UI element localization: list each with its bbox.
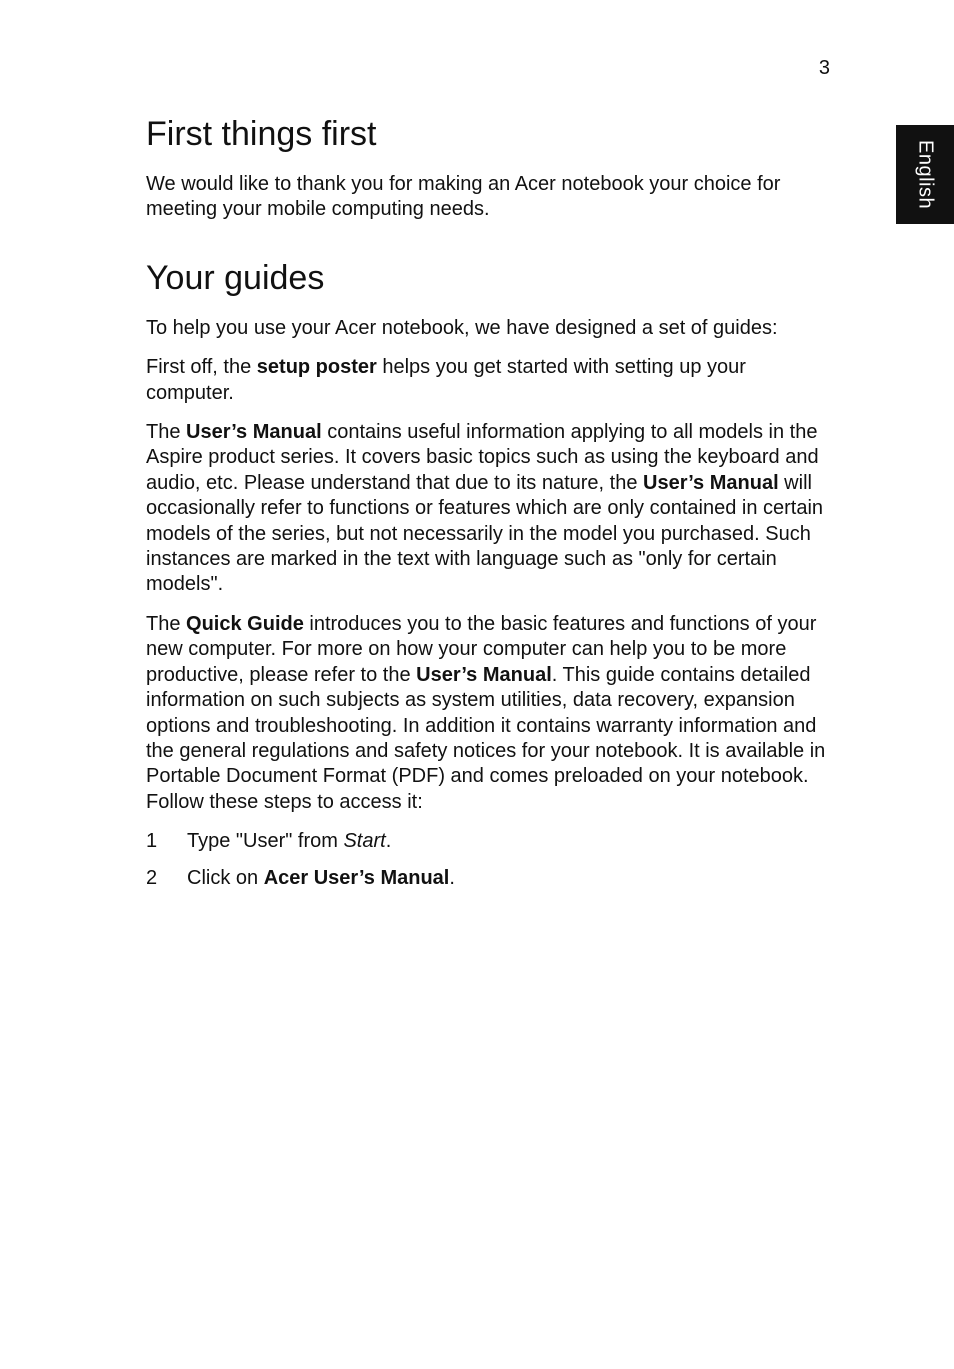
language-tab-label: English (914, 139, 937, 210)
thank-you-paragraph: We would like to thank you for making an Acer notebook your choice for meeting your mobile computing needs. (146, 173, 781, 221)
language-tab (896, 125, 954, 224)
users-manual-paragraph (146, 420, 836, 598)
text-run: will occasionally refer to functions or features which are only contained in certain models of the series, but not necessarily in the model you purchased. Such instances are marked in the text with language such as "only for certain models". (146, 471, 824, 596)
text-run: The (146, 421, 187, 444)
quick-guide-paragraph (146, 612, 836, 815)
section-title-first-things-first: First things first (146, 115, 377, 153)
setup-poster-paragraph (146, 355, 836, 406)
step-text (187, 866, 455, 891)
step-text (187, 829, 391, 854)
setup-poster-term: setup poster (256, 356, 377, 379)
start-term: Start (343, 830, 386, 853)
text-run: Type "User" from (187, 830, 344, 853)
text-run: . (449, 866, 455, 889)
step-number: 1 (146, 830, 158, 853)
text-run: . This guide contains detailed information on such subjects as system utilities, data recovery, expansion options and troubleshooting. In addition it contains warranty information and the general regulations and safety notices for your notebook. It is available in Portable Document Format (PDF) and comes preloaded on your notebook. Follow these steps to access it: (146, 663, 826, 813)
text-run: Click on (187, 866, 264, 889)
users-manual-term: User’s Manual (186, 421, 322, 444)
text-run: The (146, 612, 187, 635)
list-item (146, 829, 836, 854)
section-title-your-guides: Your guides (146, 258, 325, 297)
list-item (146, 866, 836, 891)
text-run: introduces you to the basic features and functions of your new computer. For more on how your computer can help you to be more productive, please refer to the (146, 612, 817, 686)
step-number: 2 (146, 866, 158, 889)
users-manual-term: User’s Manual (416, 663, 552, 686)
text-run: First off, the (146, 356, 257, 379)
guides-intro-paragraph: To help you use your Acer notebook, we have designed a set of guides: (146, 316, 778, 339)
access-steps-list (146, 829, 836, 891)
text-run: . (385, 830, 392, 853)
page-number: 3 (818, 57, 830, 79)
text-run: contains useful information applying to all models in the Aspire product series. It covers basic topics such as using the keyboard and audio, etc. Please understand that due to its nature, the (146, 421, 819, 494)
users-manual-term: User’s Manual (643, 471, 779, 494)
text-run: helps you get started with setting up your computer. (146, 356, 746, 404)
acer-users-manual-term: Acer User’s Manual (263, 866, 450, 889)
page-content (146, 112, 836, 902)
quick-guide-term: Quick Guide (186, 612, 304, 635)
